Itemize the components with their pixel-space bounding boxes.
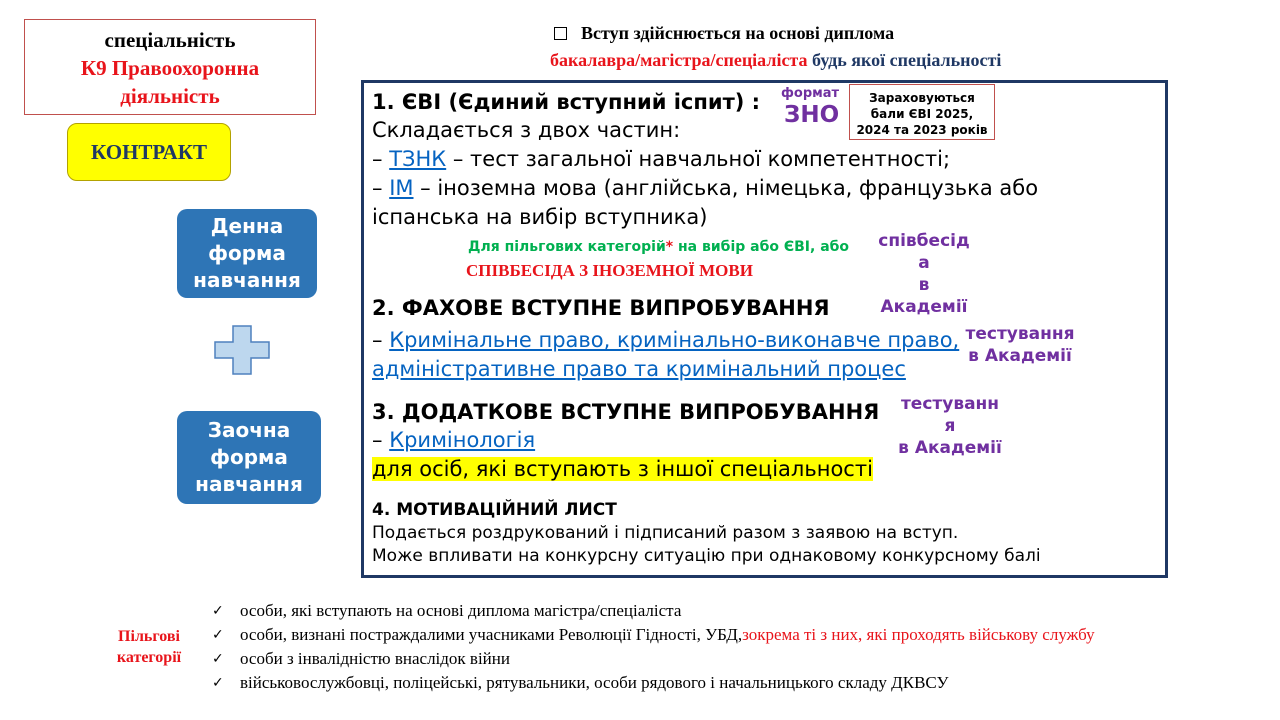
section1-intro: Складається з двох частин: — [372, 118, 681, 142]
contract-label: КОНТРАКТ — [91, 139, 207, 164]
section2-location-line: тестування — [965, 324, 1075, 344]
tznk-description: – тест загальної навчальної компетентності; — [446, 147, 951, 171]
admission-note — [550, 20, 1001, 74]
admission-note-line1: Вступ здійснюється на основі диплома — [581, 23, 895, 43]
benefit-text-red: зокрема ті з них, які проходять військову службу — [742, 625, 1095, 644]
credits-line: Зараховуються — [869, 91, 975, 105]
list-item — [212, 623, 1095, 647]
specialty-box — [24, 19, 316, 115]
credits-line: бали ЄВІ 2025, — [870, 107, 974, 121]
day-form-line: форма — [208, 241, 286, 265]
section4-line1: Подається роздрукований і підписаний разом з заявою на вступ. — [372, 523, 959, 543]
interview-location-line: Академії — [880, 297, 968, 317]
day-form-line: Денна — [210, 214, 284, 238]
plus-icon — [214, 325, 270, 375]
benefit-title-line: Пільгові — [118, 628, 180, 645]
extramural-form-box — [177, 411, 321, 504]
check-icon: ✓ — [212, 651, 224, 667]
admission-any-specialty: будь якої спеціальності — [807, 50, 1002, 70]
im-description: – іноземна мова (англійська, німецька, французька або іспанська на вибір вступника) — [372, 176, 1039, 229]
benefit-note-tail: на вибір або ЄВІ, або — [673, 239, 850, 255]
section2-heading: 2. ФАХОВЕ ВСТУПНЕ ВИПРОБУВАННЯ — [372, 296, 830, 320]
benefit-note-text: Для пільгових категорій — [468, 239, 666, 255]
list-item — [212, 671, 1095, 695]
tznk-link[interactable]: ТЗНК — [389, 147, 447, 171]
criminology-link[interactable]: Кримінологія — [389, 428, 536, 452]
im-link[interactable]: ІМ — [389, 176, 414, 200]
section3-dash: – — [372, 428, 390, 452]
list-item — [212, 599, 1095, 623]
section3-location — [893, 393, 1007, 459]
credits-box — [849, 84, 995, 140]
section2-location-line: в Академії — [968, 346, 1072, 366]
benefit-text: особи з інвалідністю внаслідок війни — [240, 649, 510, 668]
interview-location-line: а — [918, 253, 930, 273]
benefit-text: особи, які вступають на основі диплома магістра/спеціаліста — [240, 601, 682, 620]
interview-note: СПІВБЕСІДА З ІНОЗЕМНОЇ МОВИ — [466, 261, 753, 280]
interview-location-line: в — [918, 275, 930, 295]
section2-dash: – — [372, 328, 390, 352]
check-icon: ✓ — [212, 627, 224, 643]
check-icon: ✓ — [212, 675, 224, 691]
extramural-form-line: Заочна — [207, 418, 291, 442]
section3-body — [372, 426, 873, 484]
list-item — [212, 647, 1095, 671]
section1-dash: – — [372, 147, 390, 171]
day-form-box — [177, 209, 317, 298]
benefit-text: військовослужбовці, поліцейські, рятувальники, особи рядового і начальницького складу ДКВСУ — [240, 673, 949, 692]
section2-location — [964, 323, 1076, 367]
section3-heading: 3. ДОДАТКОВЕ ВСТУПНЕ ВИПРОБУВАННЯ — [372, 400, 880, 424]
specialty-code: К9 Правоохоронна — [80, 56, 260, 80]
contract-badge — [67, 123, 231, 181]
section4-heading: 4. МОТИВАЦІЙНИЙ ЛИСТ — [372, 500, 617, 520]
section3-location-line: тестуванн — [900, 394, 1000, 414]
benefit-note — [468, 239, 849, 255]
checkbox-bullet-icon — [554, 27, 567, 40]
day-form-line: навчання — [193, 268, 301, 292]
section1-dash: – — [372, 176, 390, 200]
other-specialty-highlight: для осіб, які вступають з іншої спеціальності — [372, 457, 873, 481]
professional-exam-link[interactable]: Кримінальне право, кримінально-виконавче право, адміністративне право та кримінальний процес — [372, 328, 960, 381]
specialty-name: діяльність — [120, 84, 220, 108]
section1-body — [372, 116, 1132, 232]
interview-location — [874, 230, 974, 318]
benefit-text: особи, визнані постраждалими учасниками Революції Гідності, УБД, — [240, 625, 743, 644]
benefit-asterisk: * — [665, 239, 674, 255]
section3-location-line: в Академії — [898, 438, 1002, 458]
extramural-form-line: навчання — [195, 472, 303, 496]
specialty-label: спеціальність — [104, 28, 236, 52]
benefit-list — [212, 599, 1095, 695]
extramural-form-line: форма — [210, 445, 288, 469]
benefit-categories-title — [104, 626, 194, 668]
benefit-title-line: категорії — [116, 649, 182, 666]
section3-location-line: я — [944, 416, 956, 436]
credits-line: 2024 та 2023 років — [856, 123, 988, 137]
section4-line2: Може впливати на конкурсну ситуацію при однаковому конкурсному балі — [372, 546, 1041, 566]
format-zno: ЗНО — [784, 102, 840, 128]
admission-degrees: бакалавра/магістра/спеціаліста — [550, 50, 808, 70]
check-icon: ✓ — [212, 603, 224, 619]
format-label: формат — [781, 86, 840, 101]
interview-location-line: співбесід — [878, 231, 970, 251]
section4-body — [372, 522, 1041, 568]
section1-heading: 1. ЄВІ (Єдиний вступний іспит) : — [372, 90, 761, 114]
